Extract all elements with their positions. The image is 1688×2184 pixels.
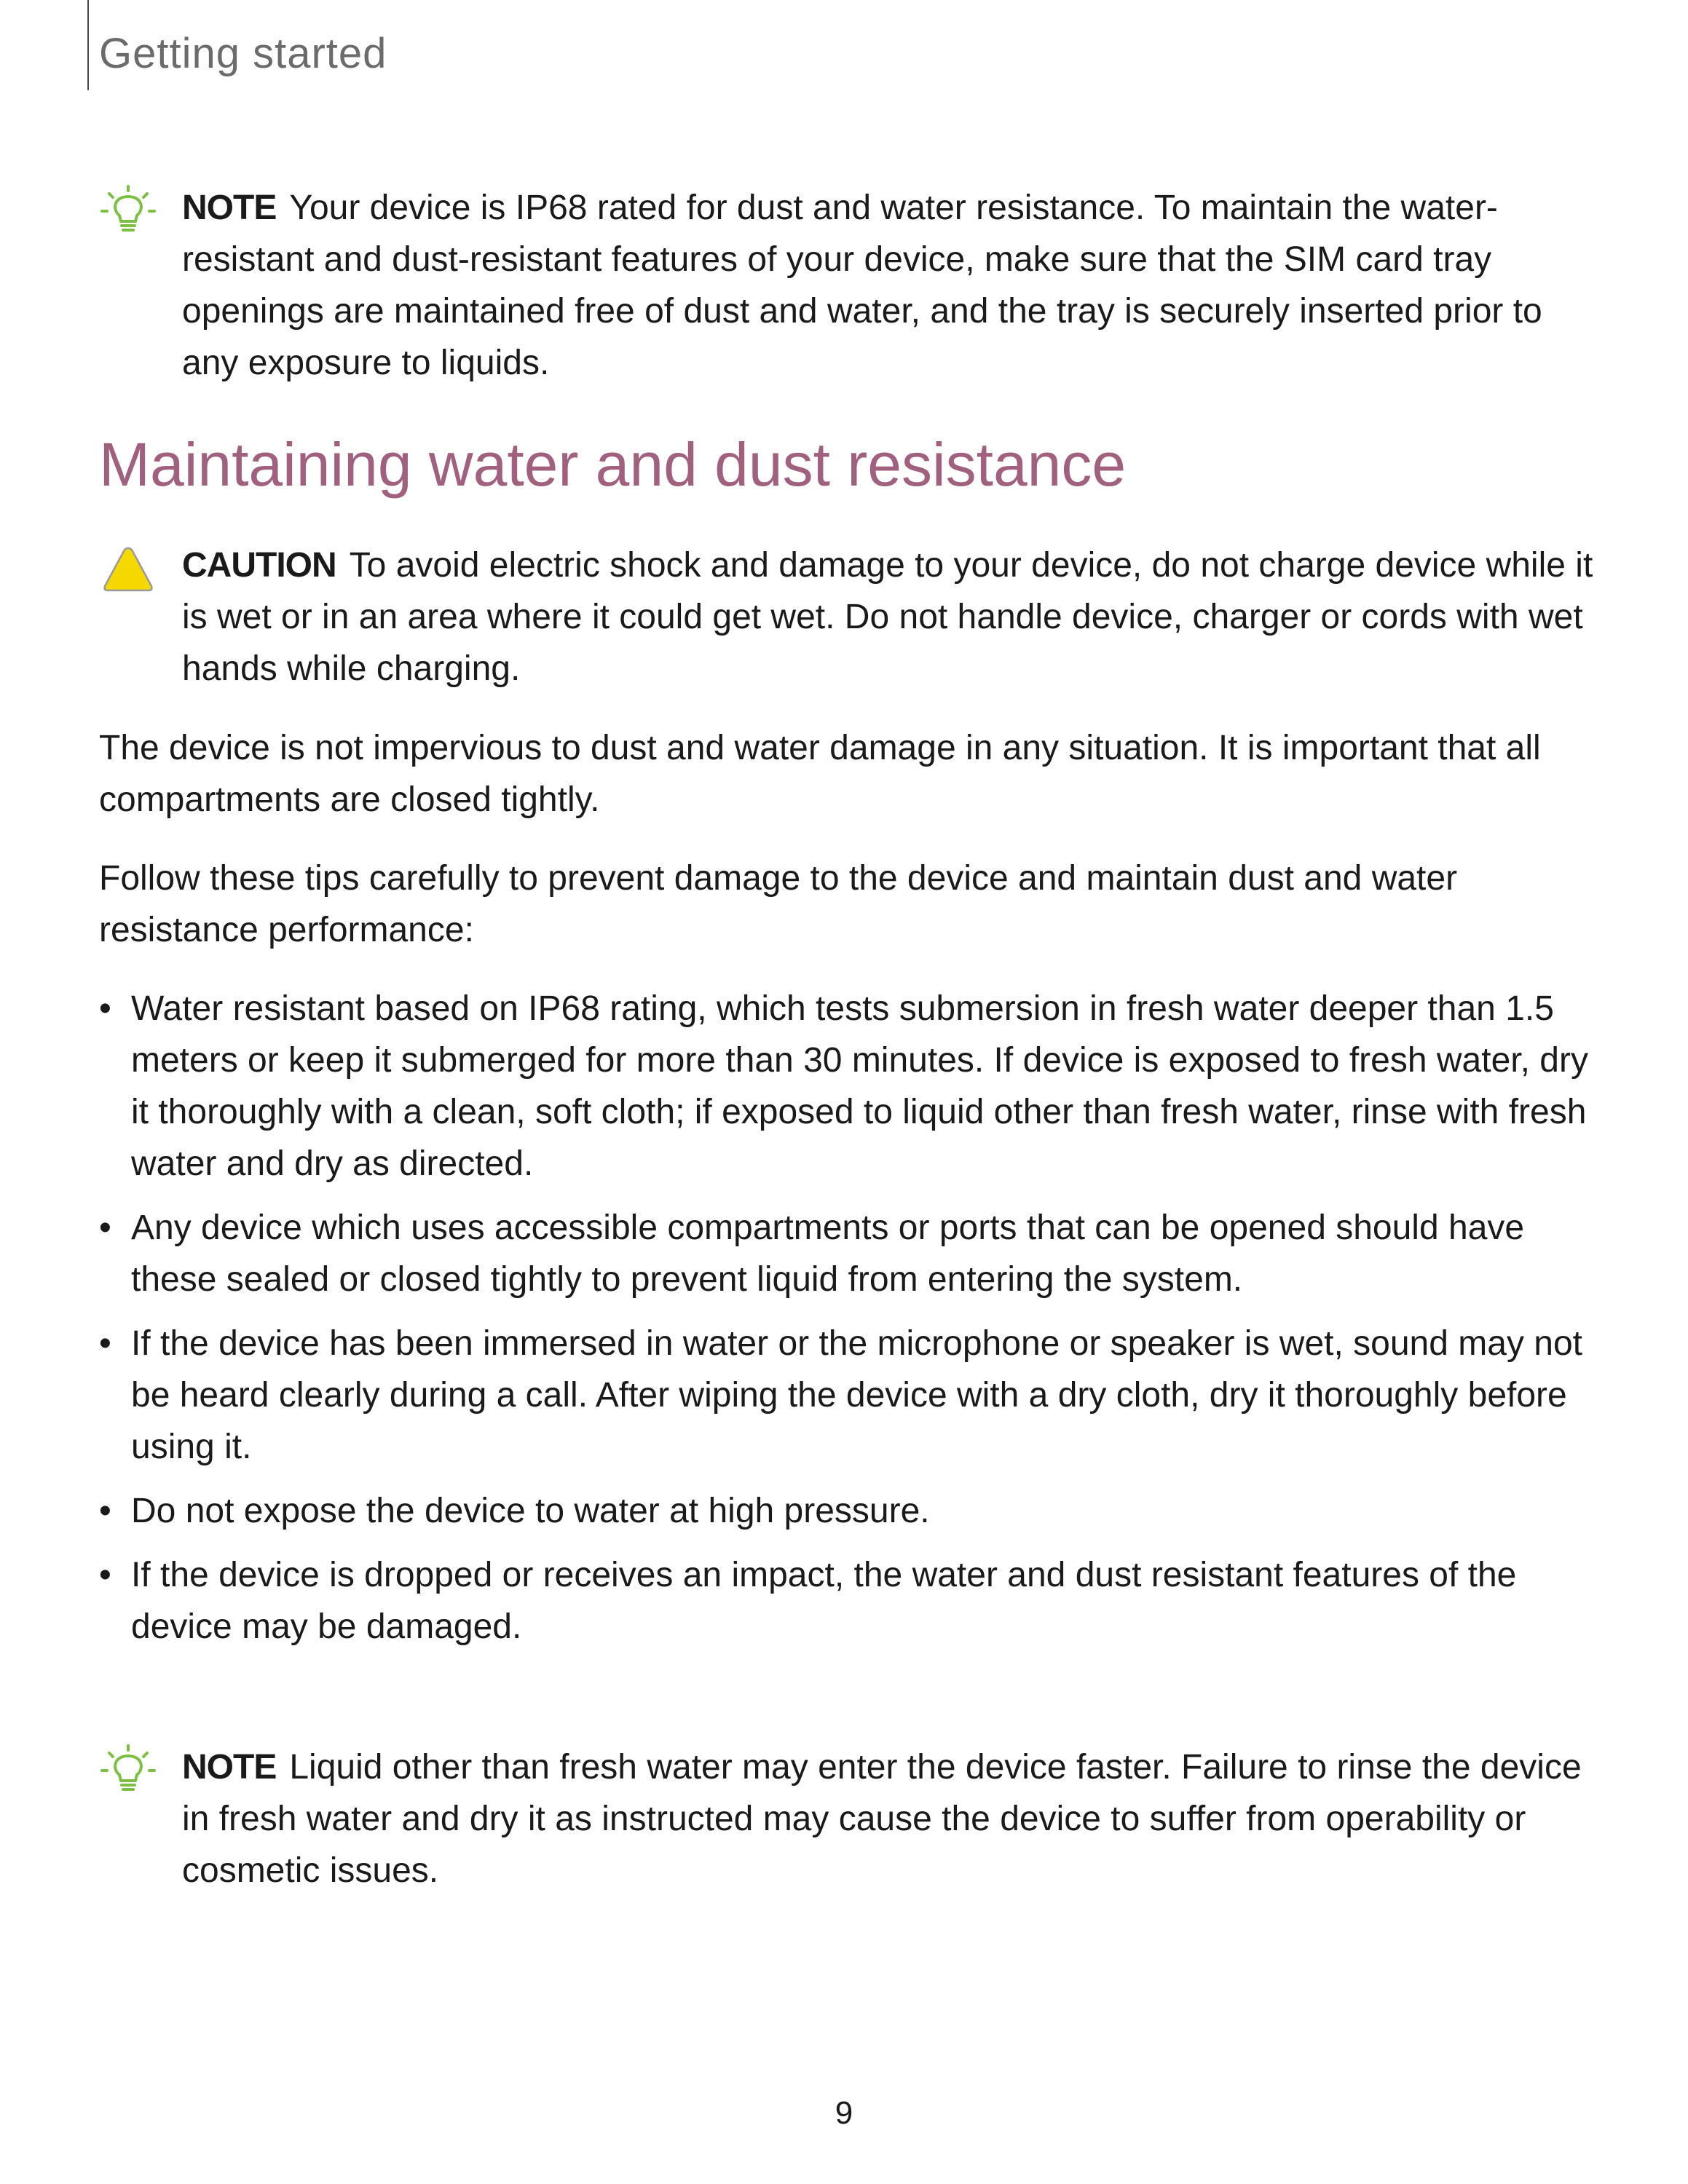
list-item-text: If the device has been immersed in water or the microphone or speaker is wet, sound may not be heard clearly during a call. After wiping the device with a dry cloth, dry it thoroughly before using it. <box>131 1324 1583 1466</box>
note-text <box>182 1741 1599 1896</box>
list-item-text: Do not expose the device to water at high pressure. <box>131 1492 930 1530</box>
list-item <box>99 1485 1602 1537</box>
caution-icon <box>99 541 157 599</box>
list-item-text: Any device which uses accessible compartments or ports that can be opened should have these sealed or closed tightly to prevent liquid from entering the system. <box>131 1208 1525 1299</box>
note-callout <box>99 1741 1599 1896</box>
caution-callout <box>99 539 1599 695</box>
lightbulb-icon <box>99 1743 157 1801</box>
note-label: NOTE <box>182 189 277 227</box>
note-label: NOTE <box>182 1748 277 1787</box>
section-heading: Maintaining water and dust resistance <box>99 430 1127 499</box>
list-item-text: If the device is dropped or receives an impact, the water and dust resistant features of the device may be damaged. <box>131 1556 1517 1646</box>
list-item <box>99 1202 1602 1305</box>
lightbulb-icon <box>99 183 157 242</box>
bullet-glyph: • <box>99 1208 111 1247</box>
paragraph: The device is not impervious to dust and water damage in any situation. It is important that all compartments are closed tightly. <box>99 729 1541 819</box>
bullet-glyph: • <box>99 1492 111 1530</box>
note-body: Your device is IP68 rated for dust and water resistance. To maintain the water-resistant and dust-resistant features of your device, make sure that the SIM card tray openings are maintained free of dust and water, and the tray is securely inserted prior to any exposure to liquids. <box>182 189 1542 382</box>
bullet-glyph: • <box>99 1324 111 1363</box>
caution-body: To avoid electric shock and damage to your device, do not charge device while it is wet or in an area where it could get wet. Do not handle device, charger or cords with wet hands while charging. <box>182 546 1593 688</box>
bullet-glyph: • <box>99 1556 111 1594</box>
list-item <box>99 1318 1602 1473</box>
list-item <box>99 1549 1602 1653</box>
bullet-glyph: • <box>99 989 111 1028</box>
caution-text <box>182 539 1599 695</box>
note-body: Liquid other than fresh water may enter the device faster. Failure to rinse the device in fresh water and dry it as instructed may cause the device to suffer from operability or cosmetic issues. <box>182 1748 1582 1890</box>
note-callout <box>99 182 1599 389</box>
list-item-text: Water resistant based on IP68 rating, which tests submersion in fresh water deeper than 1.5 meters or keep it submerged for more than 30 minutes. If device is exposed to fresh water, dry it thoroughly with a clean, soft cloth; if exposed to liquid other than fresh water, rinse with fresh water and dry as directed. <box>131 989 1588 1183</box>
header-title: Getting started <box>99 30 387 77</box>
header-rule <box>87 0 89 90</box>
note-text <box>182 182 1599 389</box>
list-item <box>99 983 1602 1190</box>
paragraph: Follow these tips carefully to prevent damage to the device and maintain dust and water resistance performance: <box>99 859 1458 949</box>
tips-list <box>99 983 1602 1665</box>
caution-label: CAUTION <box>182 546 336 585</box>
page-number: 9 <box>835 2095 853 2131</box>
